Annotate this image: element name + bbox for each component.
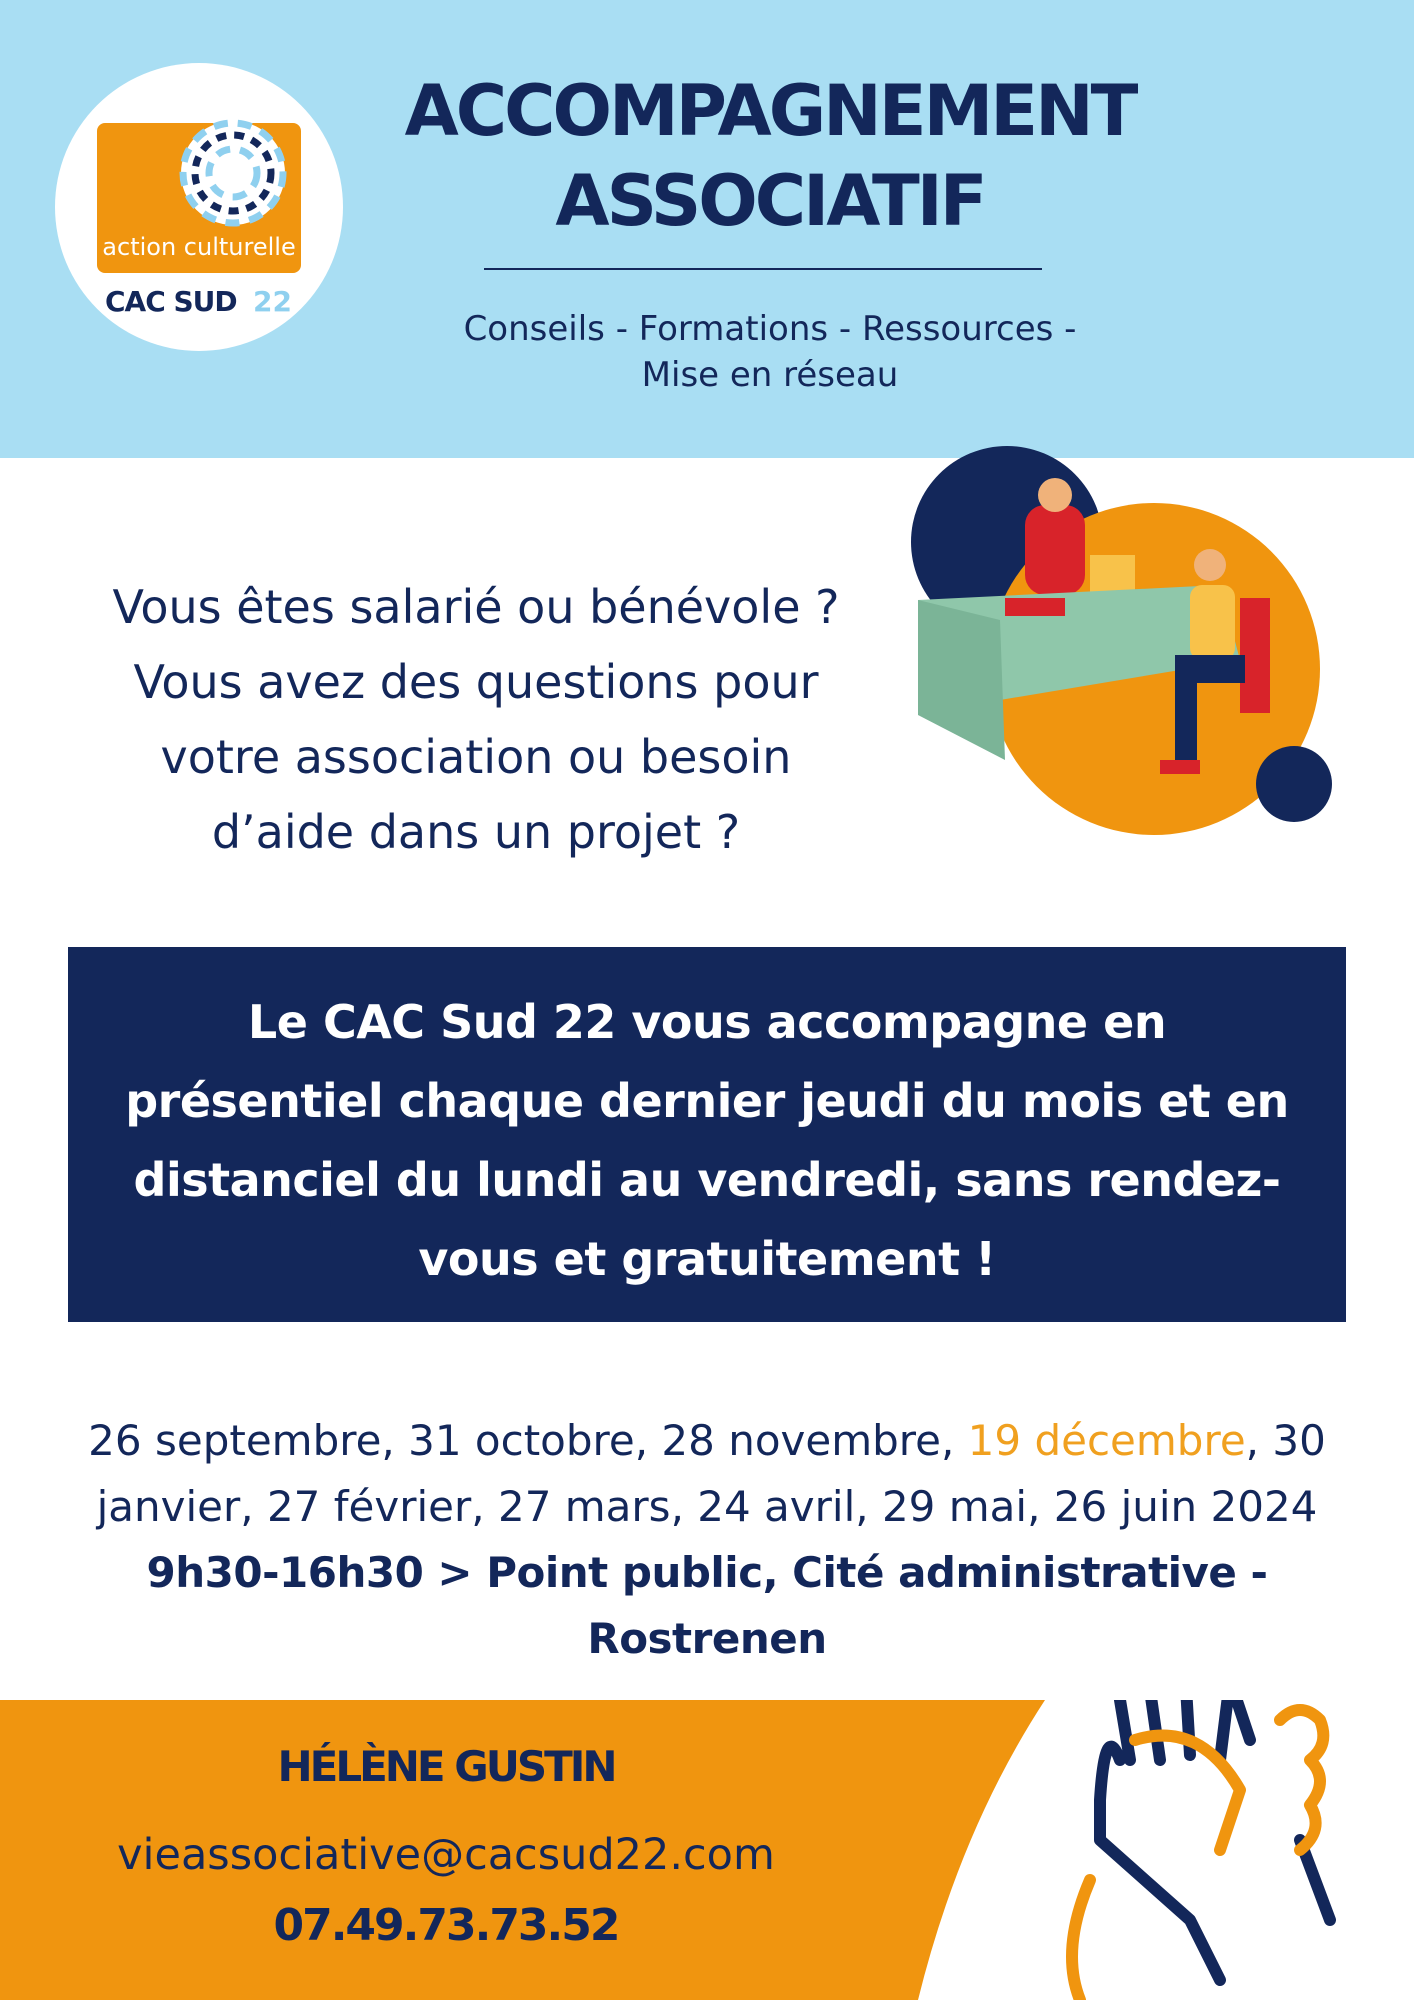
logo-text-cac-sud: CAC SUD: [105, 285, 237, 318]
consultation-illustration: [900, 440, 1340, 840]
service-announcement-box: [68, 947, 1346, 1322]
handshake-icon: [1072, 1700, 1330, 2000]
question-line: Vous avez des questions pour: [133, 655, 819, 709]
question-line: Vous êtes salarié ou bénévole ?: [112, 580, 840, 634]
subtitle-line1: Conseils - Formations - Ressources -: [463, 309, 1077, 349]
page-title-line1: ACCOMPAGNEMENT: [404, 70, 1136, 152]
time-and-location: 9h30-16h30 > Point public, Cité administrative - Rostrenen: [146, 1548, 1268, 1663]
cac-sud-22-logo: [55, 63, 343, 351]
highlighted-date: 19 décembre: [967, 1416, 1246, 1465]
contact-name: HÉLÈNE GUSTIN: [277, 1742, 615, 1791]
header-banner: [0, 0, 1414, 458]
subtitle: [380, 306, 1160, 398]
contact-email-link[interactable]: vieassociative@cacsud22.com: [117, 1830, 775, 1880]
dates-text-continued: , 30 janvier, 27 février, 27 mars, 24 avril, 29 mai, 26 juin 2024: [96, 1416, 1326, 1531]
session-dates: [40, 1408, 1374, 1672]
logo-text-action-culturelle: action culturelle: [102, 233, 296, 261]
question-line: d’aide dans un projet ?: [211, 805, 741, 859]
dates-text: 26 septembre, 31 octobre, 28 novembre,: [88, 1416, 968, 1465]
title-divider: [484, 268, 1042, 270]
page-title-line2: ASSOCIATIF: [555, 160, 985, 242]
question-line: votre association ou besoin: [160, 730, 792, 784]
contact-phone-link[interactable]: 07.49.73.73.52: [273, 1900, 619, 1951]
announcement-text: Le CAC Sud 22 vous accompagne en présentiel chaque dernier jeudi du mois et en distanciel du lundi au vendredi, sans rendez-vous et gratuitement !: [125, 995, 1289, 1286]
intro-question: [60, 570, 892, 870]
logo-graphic: [55, 63, 343, 351]
logo-text-22: 22: [253, 285, 292, 318]
subtitle-line2: Mise en réseau: [641, 355, 899, 395]
